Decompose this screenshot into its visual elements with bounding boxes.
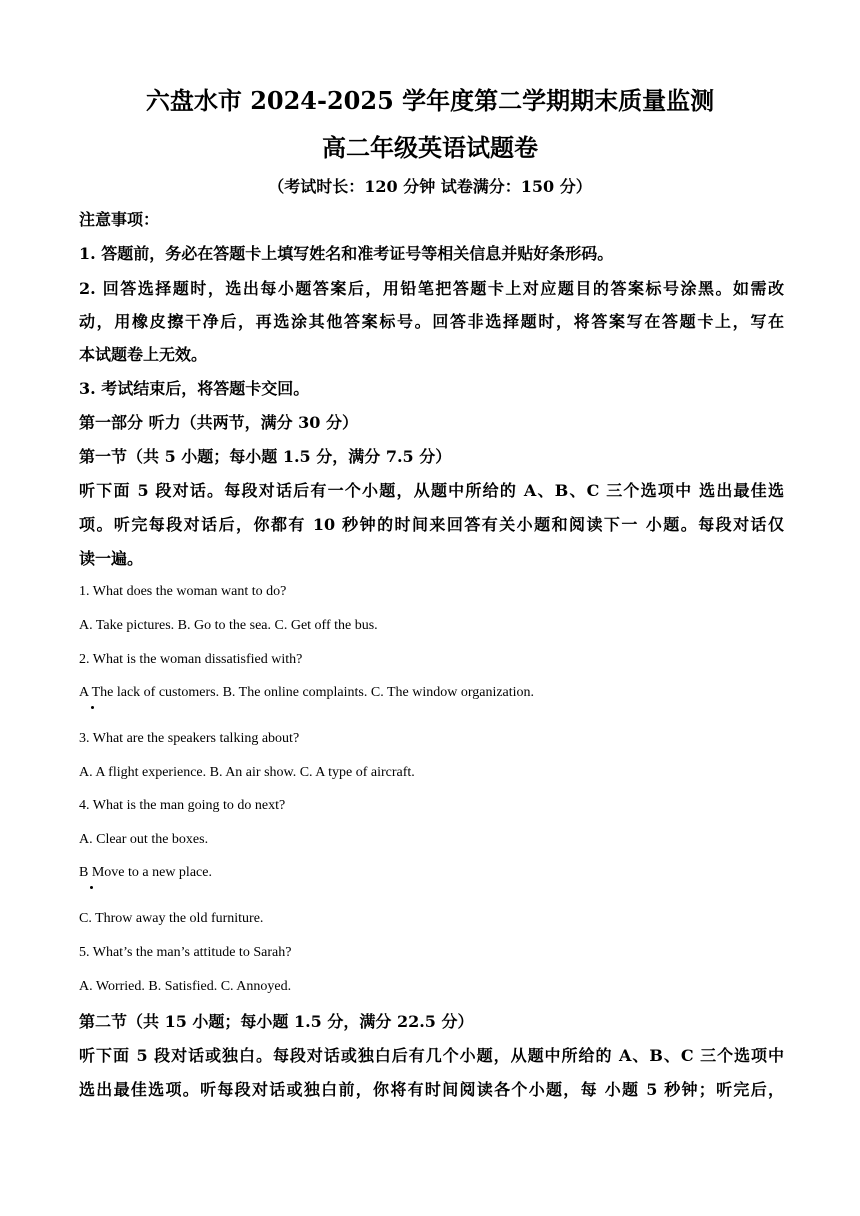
- notes-item-2-line-3: 本试题卷上无效。: [79, 345, 208, 364]
- question-1-options: A. Take pictures. B. Go to the sea. C. Get off the bus.: [79, 618, 378, 633]
- question-2-options: A The lack of customers. B. The online complaints. C. The window organization.: [79, 685, 535, 700]
- section1-instruction-line-1: 听下面 5 段对话。每段对话后有一个小题，从题中所给的 A、B、C 三个选项中 选出最佳选: [79, 481, 784, 500]
- notes-heading: 注意事项：: [79, 210, 160, 229]
- exam-duration-score: （考试时长：120 分钟 试卷满分：150 分）: [268, 177, 592, 196]
- question-4-option-a: A. Clear out the boxes.: [79, 832, 209, 847]
- question-5-options: A. Worried. B. Satisfied. C. Annoyed.: [79, 979, 292, 994]
- option-marker-dot: [91, 706, 94, 709]
- question-4-option-c: C. Throw away the old furniture.: [79, 911, 264, 926]
- section1-instruction-line-2: 项。听完每段对话后，你都有 10 秒钟的时间来回答有关小题和阅读下一 小题。每段对话仅: [79, 515, 784, 534]
- option-marker-dot: [90, 886, 93, 889]
- notes-item-1: 1. 答题前，务必在答题卡上填写姓名和准考证号等相关信息并贴好条形码。: [79, 244, 614, 263]
- question-4-option-b: B Move to a new place.: [79, 865, 212, 880]
- section2-instruction-line-1: 听下面 5 段对话或独白。每段对话或独白后有几个小题，从题中所给的 A、B、C 三个选项中: [79, 1046, 784, 1065]
- question-4: 4. What is the man going to do next?: [79, 798, 286, 813]
- section1-heading: 第一节（共 5 小题；每小题 1.5 分，满分 7.5 分）: [79, 447, 452, 466]
- question-3-options: A. A flight experience. B. An air show. C. A type of aircraft.: [79, 765, 415, 780]
- question-2: 2. What is the woman dissatisfied with?: [79, 652, 303, 667]
- notes-item-2-line-2: 动，用橡皮擦干净后，再选涂其他答案标号。回答非选择题时，将答案写在答题卡上，写在: [79, 312, 784, 331]
- section2-heading: 第二节（共 15 小题；每小题 1.5 分，满分 22.5 分）: [79, 1012, 474, 1031]
- section1-instruction-line-3: 读一遍。: [79, 549, 144, 568]
- notes-item-3: 3. 考试结束后，将答题卡交回。: [79, 379, 310, 398]
- question-1: 1. What does the woman want to do?: [79, 584, 287, 599]
- exam-subtitle: 高二年级英语试题卷: [322, 133, 538, 162]
- question-5: 5. What’s the man’s attitude to Sarah?: [79, 945, 292, 960]
- exam-title: 六盘水市 2024-2025 学年度第二学期期末质量监测: [145, 86, 715, 115]
- section2-instruction-line-2: 选出最佳选项。听每段对话或独白前，你将有时间阅读各个小题，每 小题 5 秒钟；听完后，: [79, 1080, 784, 1099]
- part1-heading: 第一部分 听力（共两节，满分 30 分）: [79, 413, 358, 432]
- question-3: 3. What are the speakers talking about?: [79, 731, 300, 746]
- notes-item-2-line-1: 2. 回答选择题时，选出每小题答案后，用铅笔把答题卡上对应题目的答案标号涂黑。如需改: [79, 279, 784, 298]
